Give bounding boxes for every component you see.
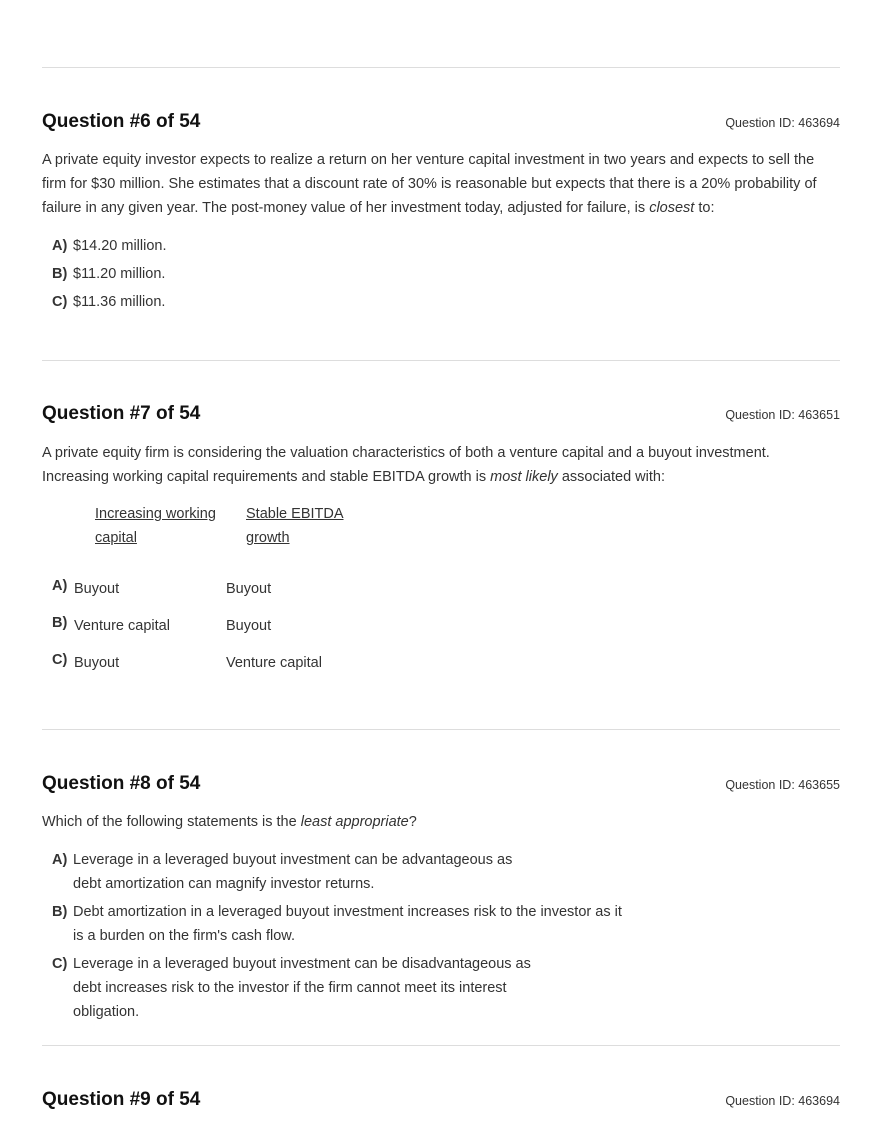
option-letter: C) (52, 652, 68, 668)
answer-option-b[interactable] (52, 900, 622, 948)
stem-text: A private equity investor expects to realize a return on her venture capital investment in two years and expects to sell the firm for $30 million. She estimates that a discount rate of 30% is reasonable but expects that there is a 20% probability of failure in any given year. The post-money value of her investment today, adjusted for failure, is (42, 152, 817, 216)
option-text: Leverage in a leveraged buyout investment can be disadvantageous as debt increases risk to the investor if the firm cannot meet its interest obligation. (73, 956, 531, 1020)
stem-text: Which of the following statements is the (42, 814, 301, 830)
stem-emphasis: least appropriate (300, 814, 409, 830)
question-title: Question #6 of 54 (42, 111, 201, 132)
stem-text-end: associated with: (557, 469, 665, 485)
option-letter: B) (52, 904, 68, 920)
option-text: $14.20 million. (73, 238, 167, 254)
option-letter: A) (52, 852, 68, 868)
answer-option-c[interactable] (52, 952, 552, 1024)
option-text: $11.36 million. (73, 294, 166, 310)
question-id: Question ID: 463694 (725, 116, 840, 130)
option-col2: Buyout (226, 618, 272, 634)
stem-text: A private equity firm is considering the valuation characteristics of both a venture capital and a buyout investment. Increasing working capital requirements and stable EBITDA growth is (42, 445, 770, 485)
answer-option-a[interactable] (52, 234, 167, 258)
divider (42, 1045, 840, 1046)
option-text: Leverage in a leveraged buyout investment can be advantageous as debt amortization can magnify investor returns. (73, 852, 513, 892)
answer-option-c[interactable] (52, 290, 165, 314)
option-letter: A) (52, 238, 68, 254)
question-stem (42, 810, 840, 834)
stem-emphasis: closest (649, 200, 695, 216)
option-col1: Venture capital (74, 618, 170, 634)
option-col1: Buyout (74, 655, 120, 671)
question-title: Question #9 of 54 (42, 1089, 201, 1110)
option-col1: Buyout (74, 581, 120, 597)
divider (42, 729, 840, 730)
option-col2: Buyout (226, 581, 272, 597)
divider (42, 360, 840, 361)
question-title: Question #8 of 54 (42, 773, 201, 794)
option-letter: C) (52, 956, 68, 972)
option-text: $11.20 million. (73, 266, 166, 282)
column-header-ebitda-growth: Stable EBITDA growth (246, 506, 344, 546)
option-letter: B) (52, 615, 68, 631)
question-title: Question #7 of 54 (42, 403, 201, 424)
option-text: Debt amortization in a leveraged buyout investment increases risk to the investor as it is a burden on the firm's cash flow. (73, 904, 622, 944)
answer-option-b[interactable] (52, 262, 165, 286)
stem-text-end: ? (408, 814, 417, 830)
question-stem (42, 441, 840, 489)
stem-emphasis: most likely (490, 469, 558, 485)
stem-text-end: to: (694, 200, 715, 216)
option-letter: A) (52, 578, 68, 594)
question-id: Question ID: 463651 (725, 408, 840, 422)
question-stem (42, 148, 840, 220)
column-header-working-capital: Increasing working capital (95, 506, 216, 546)
cut-off-question-header (0, 1088, 880, 1110)
answer-option-a[interactable] (52, 848, 537, 896)
option-letter: C) (52, 294, 68, 310)
option-col2: Venture capital (226, 655, 322, 671)
option-letter: B) (52, 266, 68, 282)
question-id: Question ID: 463694 (725, 1094, 840, 1108)
question-id: Question ID: 463655 (725, 778, 840, 792)
divider (42, 67, 840, 68)
